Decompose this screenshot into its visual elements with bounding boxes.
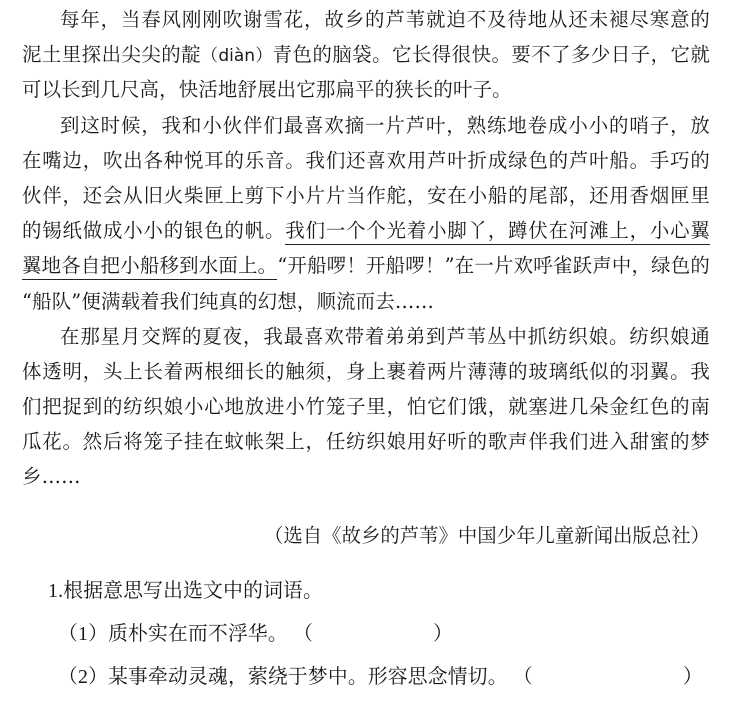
passage-line-with-pinyin <box>22 37 710 72</box>
source-attribution: （选自《故乡的芦苇》中国少年儿童新闻出版总社） <box>264 524 710 547</box>
question-1-prompt <box>22 570 722 613</box>
passage-line: 伙伴，还会从旧火柴匣上剪下小片片当作舵，安在小船的尾部，还用香烟匣里 <box>22 183 710 207</box>
questions-section <box>22 570 722 699</box>
answer-close-paren: ） <box>682 666 703 688</box>
passage-line: 乡…… <box>22 465 81 489</box>
passage-line: 瓜花。然后将笼子挂在蚊帐架上，任纺织娘用好听的歌声伴我们进入甜蜜的梦 <box>22 430 710 454</box>
item-label: （2） <box>58 666 109 688</box>
passage-text-segment: “开船啰！开船啰！”在一片欢呼雀跃声中，绿色的 <box>277 254 710 278</box>
passage-line: 每年，当春风刚刚吹谢雪花，故乡的芦苇就迫不及待地从还未褪尽寒意的 <box>60 8 710 31</box>
item-text: 质朴实在而不浮华。 <box>108 623 288 645</box>
passage-line: 们把捉到的纺织娘小心地放进小竹笼子里，怕它们饿，就塞进几朵金红色的南 <box>22 395 710 419</box>
passage-line: 在嘴边，吹出各种悦耳的乐音。我们还喜欢用芦叶折成绿色的芦叶船。手巧的 <box>22 148 710 172</box>
passage-line: 可以长到几尺高，快活地舒展出它那扁平的狭长的叶子。 <box>22 78 512 102</box>
pinyin-annotation: （diàn） <box>201 46 273 67</box>
answer-open-paren: （ <box>512 666 533 688</box>
question-1-item-1 <box>22 613 722 656</box>
passage-text-segment: 的锡纸做成小小的银色的帆。 <box>22 219 286 243</box>
question-prompt-text: 根据意思写出选文中的词语。 <box>63 580 324 602</box>
answer-close-paren: ） <box>433 623 454 645</box>
answer-open-paren: （ <box>293 623 314 645</box>
passage-text-segment: 泥土里探出尖尖的靛 <box>22 43 202 67</box>
underlined-sentence-part: 翼地各自把小船移到水面上。 <box>22 254 277 280</box>
question-number: 1. <box>48 580 64 602</box>
passage-line: “船队”便满载着我们纯真的幻想，顺流而去…… <box>22 289 435 313</box>
underlined-sentence-part: 我们一个个光着小脚丫，蹲伏在河滩上，小心翼 <box>285 219 710 245</box>
item-label: （1） <box>58 623 109 645</box>
item-text: 某事牵动灵魂，萦绕于梦中。形容思念情切。 <box>108 666 508 688</box>
passage-line-underlined-end <box>22 248 710 283</box>
reading-passage <box>22 2 714 495</box>
passage-line: 体透明，头上长着两根细长的触须，身上裹着两片薄薄的玻璃纸似的羽翼。我 <box>22 359 710 383</box>
passage-text-segment: 青色的脑袋。它长得很快。要不了多少日子，它就 <box>272 43 710 67</box>
passage-line-underlined-start <box>22 213 710 248</box>
question-1-item-2 <box>22 656 722 699</box>
passage-line: 在那星月交辉的夏夜，我最喜欢带着弟弟到芦苇丛中抓纺织娘。纺织娘通 <box>60 324 710 348</box>
passage-line: 到这时候，我和小伙伴们最喜欢摘一片芦叶，熟练地卷成小小的哨子，放 <box>60 113 710 137</box>
